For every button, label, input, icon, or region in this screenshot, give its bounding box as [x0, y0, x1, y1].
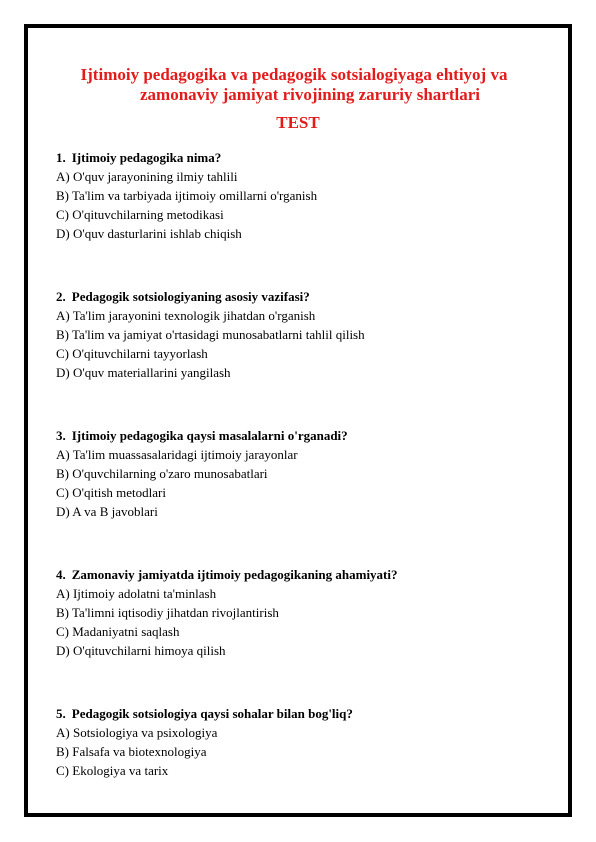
option-d: D) O'quv dasturlarini ishlab chiqish — [56, 226, 242, 241]
page-border — [24, 24, 572, 817]
question-text — [56, 426, 556, 445]
option-c: C) O'qitish metodlari — [56, 485, 166, 500]
option-d: D) O'quv materiallarini yangilash — [56, 365, 231, 380]
option-a: A) Ta'lim muassasalaridagi ijtimoiy jarayonlar — [56, 447, 298, 462]
option-b: B) Falsafa va biotexnologiya — [56, 744, 207, 759]
question-2 — [56, 287, 556, 426]
question-label: Pedagogik sotsiologiyaning asosiy vazifasi? — [71, 289, 310, 304]
option-b: B) Ta'lim va jamiyat o'rtasidagi munosabatlarni tahlil qilish — [56, 327, 365, 342]
title-line-2: zamonaviy jamiyat rivojining zaruriy shartlari — [140, 85, 480, 104]
option-a: A) O'quv jarayonining ilmiy tahlili — [56, 169, 238, 184]
question-4 — [56, 565, 556, 704]
title-line-1: Ijtimoiy pedagogika va pedagogik sotsialogiyaga ehtiyoj va — [80, 65, 508, 84]
question-1 — [56, 148, 556, 287]
option-c: C) Madaniyatni saqlash — [56, 624, 180, 639]
question-number: 4. — [56, 567, 66, 582]
option-b: B) Ta'limni iqtisodiy jihatdan rivojlantirish — [56, 605, 279, 620]
question-text — [56, 148, 556, 167]
option-b: B) O'quvchilarning o'zaro munosabatlari — [56, 466, 268, 481]
option-c: C) Ekologiya va tarix — [56, 763, 169, 778]
question-3 — [56, 426, 556, 565]
option-c: C) O'qituvchilarni tayyorlash — [56, 346, 208, 361]
question-number: 1. — [56, 150, 66, 165]
option-b: B) Ta'lim va tarbiyada ijtimoiy omillarni o'rganish — [56, 188, 318, 203]
test-heading: TEST — [276, 113, 320, 132]
option-a: A) Sotsiologiya va psixologiya — [56, 725, 218, 740]
option-d: D) O'qituvchilarni himoya qilish — [56, 643, 226, 658]
question-text — [56, 704, 556, 723]
option-c: C) O'qituvchilarning metodikasi — [56, 207, 224, 222]
question-number: 2. — [56, 289, 66, 304]
question-label: Ijtimoiy pedagogika nima? — [71, 150, 222, 165]
question-number: 5. — [56, 706, 66, 721]
question-list — [56, 148, 556, 780]
option-a: A) Ijtimoiy adolatni ta'minlash — [56, 586, 217, 601]
question-number: 3. — [56, 428, 66, 443]
question-text — [56, 565, 556, 584]
option-d: D) A va B javoblari — [56, 504, 158, 519]
question-5 — [56, 704, 556, 780]
option-a: A) Ta'lim jarayonini texnologik jihatdan o'rganish — [56, 308, 316, 323]
question-label: Zamonaviy jamiyatda ijtimoiy pedagogikaning ahamiyati? — [71, 567, 398, 582]
document-title — [28, 65, 568, 105]
question-label: Ijtimoiy pedagogika qaysi masalalarni o'rganadi? — [71, 428, 348, 443]
question-text — [56, 287, 556, 306]
question-label: Pedagogik sotsiologiya qaysi sohalar bilan bog'liq? — [71, 706, 353, 721]
